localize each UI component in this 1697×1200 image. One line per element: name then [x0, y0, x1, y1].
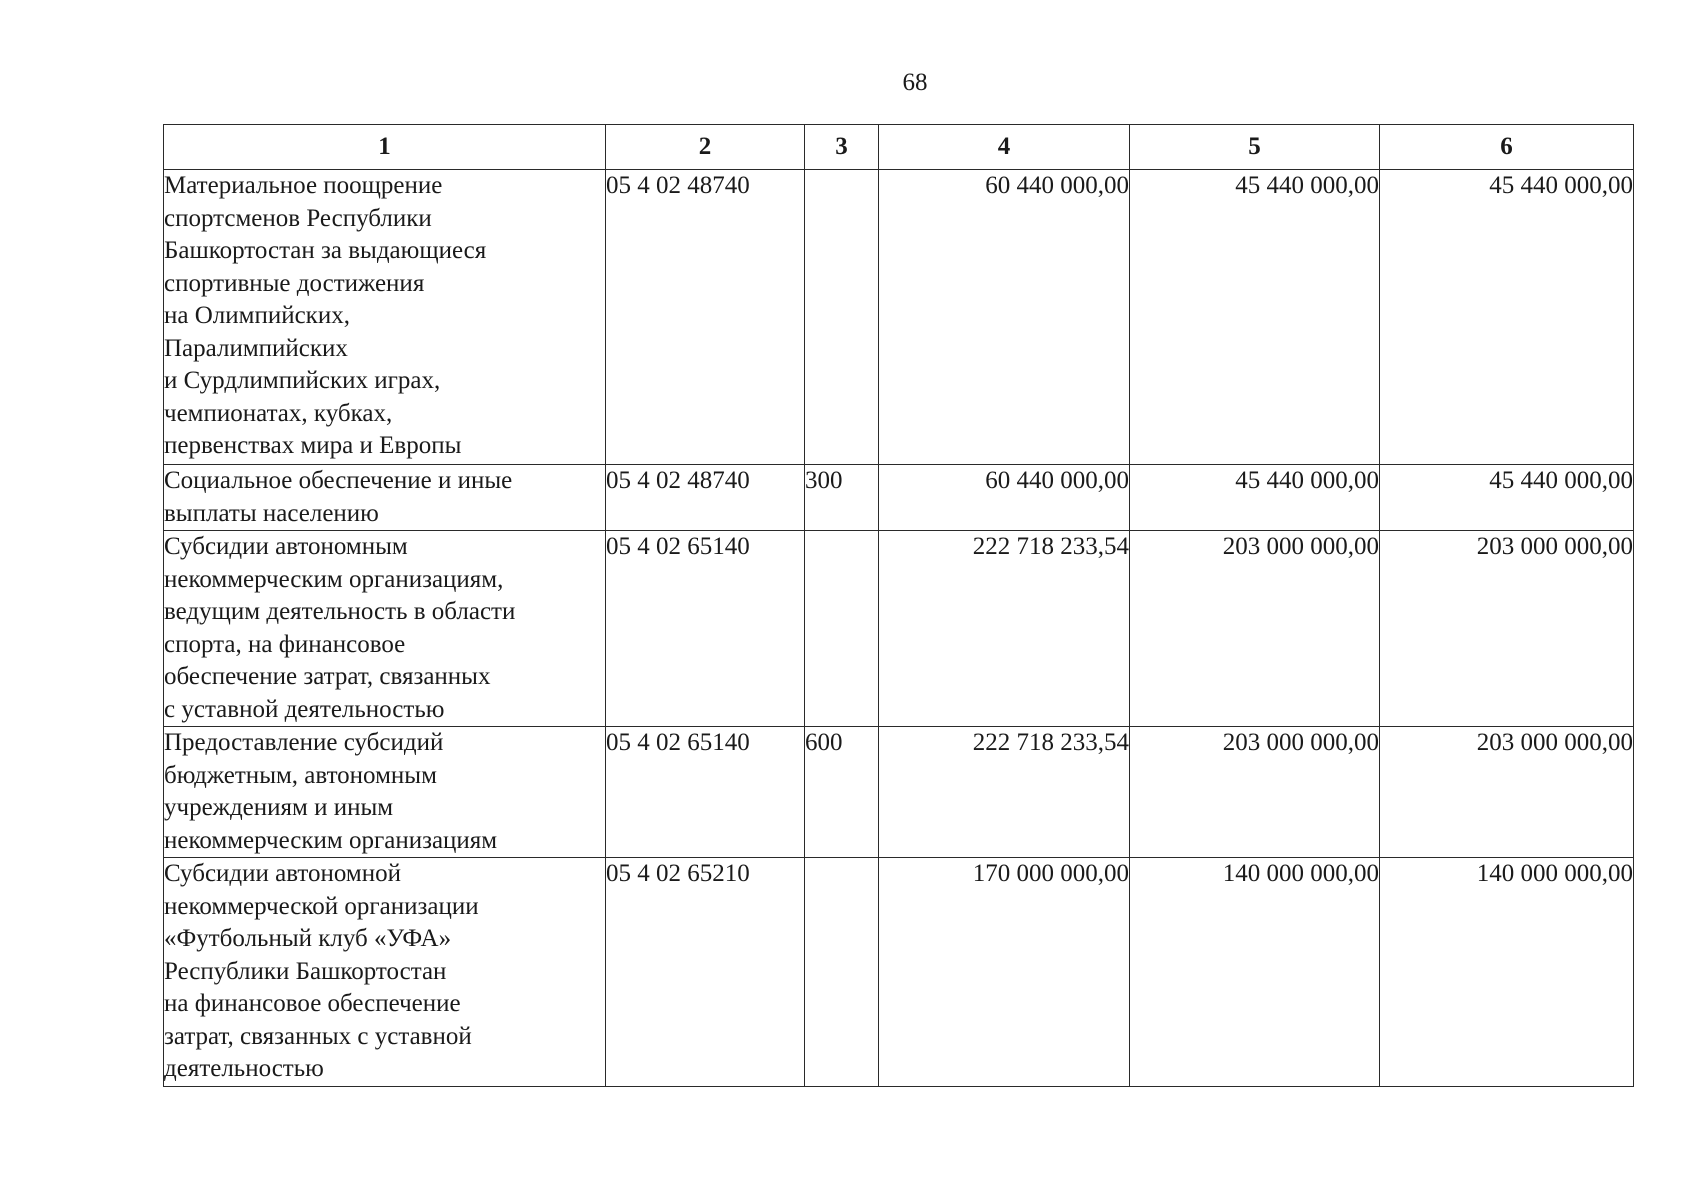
page-number: 68 [902, 69, 928, 96]
row-name-cell: Социальное обеспечение и иные выплаты населению [164, 465, 606, 531]
row-amount-col5: 45 440 000,00 [1130, 170, 1380, 465]
column-header-2: 2 [606, 125, 805, 170]
row-amount-col4: 222 718 233,54 [879, 531, 1130, 727]
row-amount-col5: 203 000 000,00 [1130, 727, 1380, 858]
column-header-4: 4 [879, 125, 1130, 170]
budget-table [163, 124, 1634, 1087]
table-row [164, 170, 1634, 465]
row-amount-col6: 45 440 000,00 [1380, 465, 1634, 531]
table-header-row [164, 125, 1634, 170]
column-header-3: 3 [805, 125, 879, 170]
column-header-5: 5 [1130, 125, 1380, 170]
row-amount-col4: 222 718 233,54 [879, 727, 1130, 858]
row-code-cell: 05 4 02 65140 [606, 531, 805, 727]
table-row [164, 531, 1634, 727]
row-amount-col5: 203 000 000,00 [1130, 531, 1380, 727]
row-expense-type-cell: 300 [805, 465, 879, 531]
row-amount-col6: 203 000 000,00 [1380, 727, 1634, 858]
row-code-cell: 05 4 02 65210 [606, 858, 805, 1087]
column-header-1: 1 [164, 125, 606, 170]
row-amount-col6: 140 000 000,00 [1380, 858, 1634, 1087]
row-name-cell: Субсидии автономной некоммерческой организации «Футбольный клуб «УФА» Республики Башкортостан на финансовое обеспечение затрат, связанных с уставной деятельностью [164, 858, 606, 1087]
row-amount-col4: 170 000 000,00 [879, 858, 1130, 1087]
row-amount-col4: 60 440 000,00 [879, 465, 1130, 531]
row-name-cell: Субсидии автономным некоммерческим организациям, ведущим деятельность в области спорта, на финансовое обеспечение затрат, связанных с уставной деятельностью [164, 531, 606, 727]
table-row [164, 465, 1634, 531]
row-name-cell: Материальное поощрение спортсменов Республики Башкортостан за выдающиеся спортивные достижения на Олимпийских, Паралимпийских и Сурдлимпийских играх, чемпионатах, кубках, первенствах мира и Европы [164, 170, 606, 465]
column-header-6: 6 [1380, 125, 1634, 170]
row-expense-type-cell [805, 531, 879, 727]
row-name-cell: Предоставление субсидий бюджетным, автономным учреждениям и иным некоммерческим организациям [164, 727, 606, 858]
row-amount-col4: 60 440 000,00 [879, 170, 1130, 465]
row-amount-col6: 45 440 000,00 [1380, 170, 1634, 465]
row-expense-type-cell [805, 858, 879, 1087]
row-code-cell: 05 4 02 65140 [606, 727, 805, 858]
row-amount-col6: 203 000 000,00 [1380, 531, 1634, 727]
table-row [164, 727, 1634, 858]
row-code-cell: 05 4 02 48740 [606, 170, 805, 465]
row-amount-col5: 45 440 000,00 [1130, 465, 1380, 531]
row-code-cell: 05 4 02 48740 [606, 465, 805, 531]
table-row [164, 858, 1634, 1087]
row-amount-col5: 140 000 000,00 [1130, 858, 1380, 1087]
row-expense-type-cell [805, 170, 879, 465]
row-expense-type-cell: 600 [805, 727, 879, 858]
